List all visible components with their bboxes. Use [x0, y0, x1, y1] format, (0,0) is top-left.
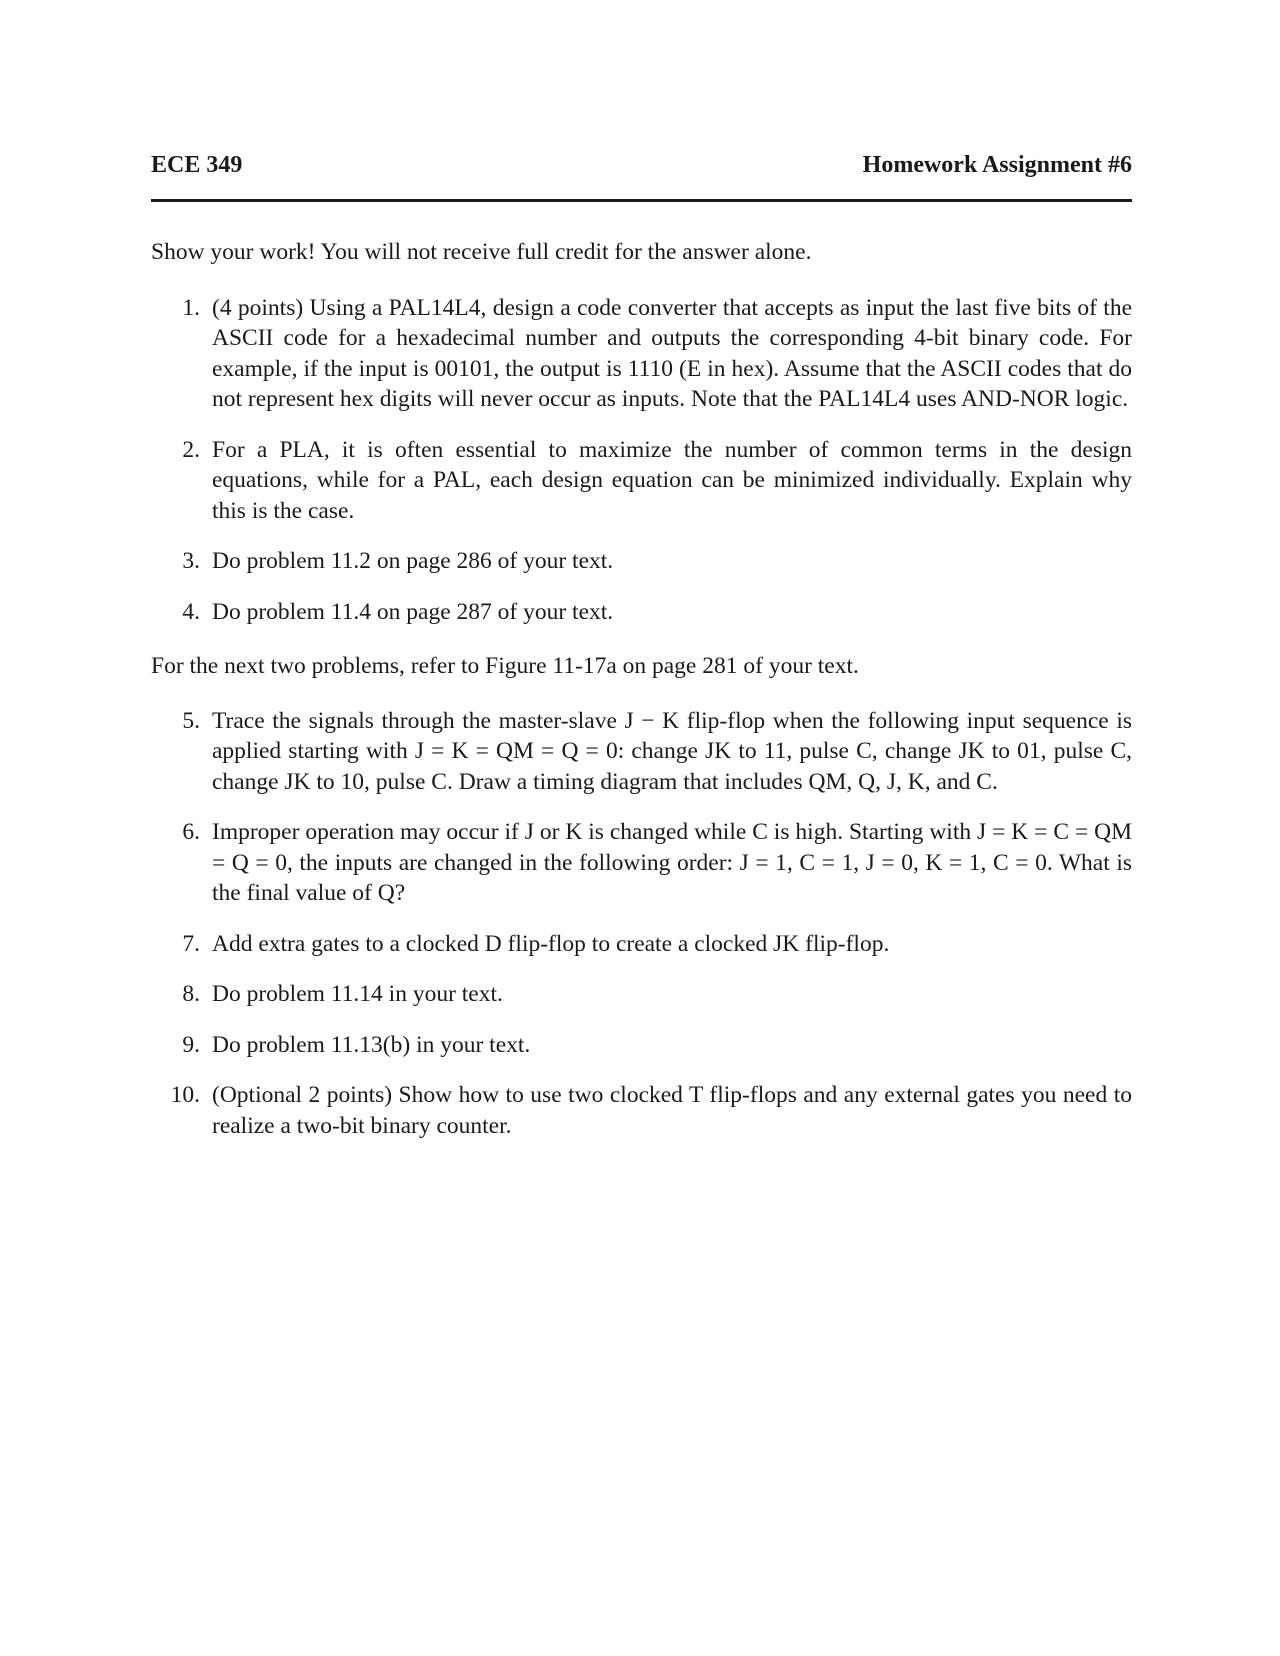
problem-text: Trace the signals through the master-slave J − K flip-flop when the following input sequence is applied starting with J = K = QM = Q = 0: change JK to 11, pulse C, change JK to 01, pulse C, change JK to 10, pulse C. Draw a timing diagram that includes QM, Q, J, K, and C.: [212, 707, 1132, 795]
course-title: ECE 349: [151, 152, 243, 178]
problem-text: (4 points) Using a PAL14L4, design a code converter that accepts as input the last five bits of the ASCII code for a hexadecimal number and outputs the corresponding 4-bit binary code. For example, if the input is 00101, the output is 1110 (E in hex). Assume that the ASCII codes that do not represent hex digits will never occur as inputs. Note that the PAL14L4 uses AND-NOR logic.: [212, 294, 1132, 412]
problem-item-4: [151, 597, 1132, 628]
problem-number: 3.: [182, 548, 200, 574]
problem-text: Do problem 11.2 on page 286 of your text.: [212, 548, 614, 574]
problem-number: 6.: [182, 819, 200, 845]
header-rule: [151, 199, 1132, 202]
problem-text: For a PLA, it is often essential to maximize the number of common terms in the design equations, while for a PAL, each design equation can be minimized individually. Explain why this is the case.: [212, 436, 1132, 524]
problem-number: 1.: [182, 294, 200, 321]
problem-text: Improper operation may occur if J or K is changed while C is high. Starting with J = K = C = QM = Q = 0, the inputs are changed in the following order: J = 1, C = 1, J = 0, K = 1, C = 0. What is the final value of Q?: [212, 819, 1132, 906]
document-page: [151, 150, 1132, 1141]
problem-number: 10.: [170, 1082, 200, 1108]
problem-item-7: [151, 929, 1132, 960]
problem-text: Do problem 11.4 on page 287 of your text.: [212, 598, 614, 625]
problem-item-9: [151, 1030, 1132, 1061]
problem-number: 8.: [182, 981, 200, 1007]
problem-list-part2: [151, 706, 1132, 1142]
problem-item-8: [151, 979, 1132, 1010]
problem-number: 9.: [182, 1031, 200, 1058]
page-header: [151, 150, 1132, 180]
problem-item-3: [151, 546, 1132, 577]
assignment-title: Homework Assignment #6: [862, 152, 1132, 178]
problem-number: 7.: [182, 930, 200, 957]
problem-text: Add extra gates to a clocked D flip-flop to create a clocked JK flip-flop.: [212, 930, 890, 957]
problem-number: 4.: [182, 598, 200, 625]
problem-text: Do problem 11.13(b) in your text.: [212, 1031, 531, 1058]
problem-item-2: [151, 435, 1132, 527]
problem-item-10: [151, 1080, 1132, 1141]
problem-text: (Optional 2 points) Show how to use two clocked T flip-flops and any external gates you need to realize a two-bit binary counter.: [212, 1082, 1132, 1139]
problem-number: 2.: [182, 436, 200, 463]
problem-text: Do problem 11.14 in your text.: [212, 981, 503, 1007]
figure-reference-note: For the next two problems, refer to Figure 11-17a on page 281 of your text.: [151, 653, 859, 679]
problem-item-5: [151, 706, 1132, 798]
problem-item-6: [151, 817, 1132, 909]
intro-text: Show your work! You will not receive full credit for the answer alone.: [151, 239, 812, 265]
problem-item-1: [151, 293, 1132, 415]
problem-list-part1: [151, 293, 1132, 628]
problem-number: 5.: [182, 707, 200, 734]
